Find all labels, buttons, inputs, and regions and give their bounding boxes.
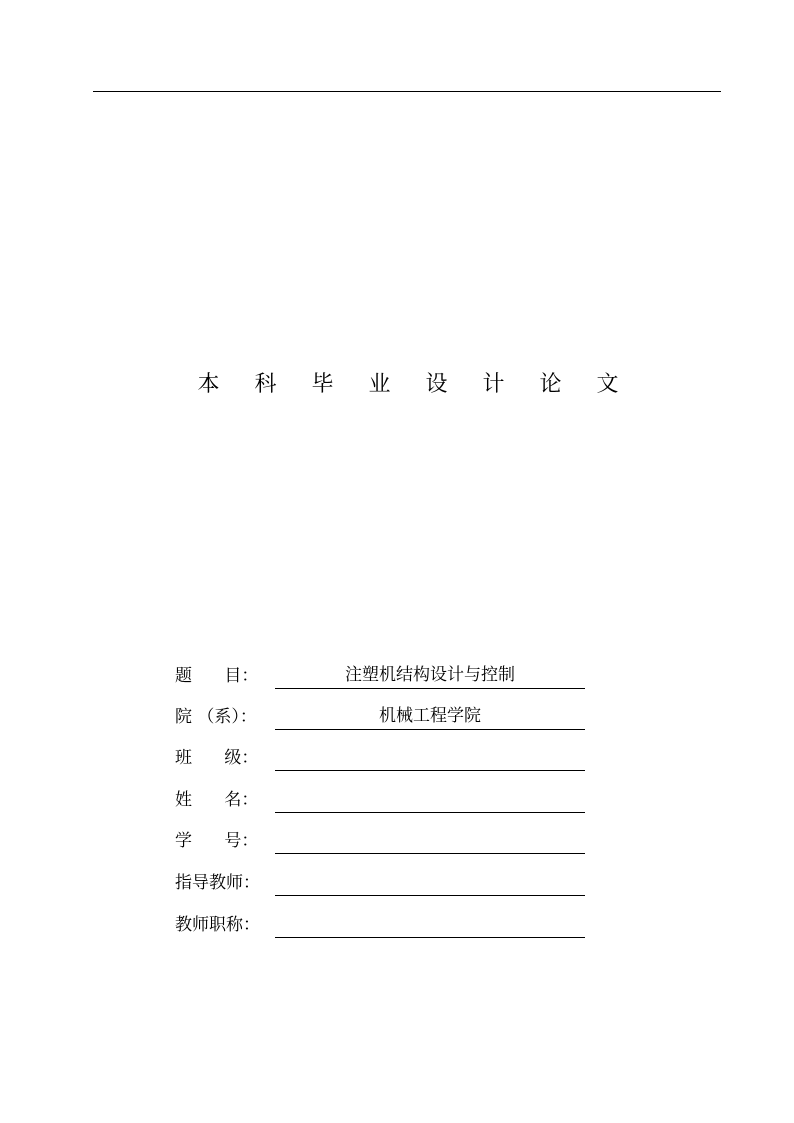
header-rule <box>93 91 721 92</box>
department-field: 机械工程学院 <box>275 705 585 730</box>
info-row-name <box>175 788 595 814</box>
class-label: 班 级： <box>175 748 259 768</box>
advisor-field <box>275 871 585 896</box>
topic-label: 题 目： <box>175 666 259 686</box>
advisor-title-field <box>275 913 585 938</box>
department-label: 院 （系）： <box>175 707 257 727</box>
info-row-student-id <box>175 829 595 855</box>
student-id-label: 学 号： <box>175 831 259 851</box>
topic-field: 注塑机结构设计与控制 <box>275 664 585 689</box>
info-row-advisor <box>175 871 595 897</box>
name-label: 姓 名： <box>175 790 259 810</box>
info-row-department <box>175 705 595 731</box>
info-row-topic <box>175 664 595 690</box>
info-row-class <box>175 746 595 772</box>
class-field <box>275 746 585 771</box>
info-row-advisor-title <box>175 913 595 939</box>
advisor-label: 指导教师： <box>175 873 260 893</box>
advisor-title-label: 教师职称： <box>175 915 260 935</box>
name-field <box>275 788 585 813</box>
document-title: 本 科 毕 业 设 计 论 文 <box>197 372 633 397</box>
student-id-field <box>275 829 585 854</box>
